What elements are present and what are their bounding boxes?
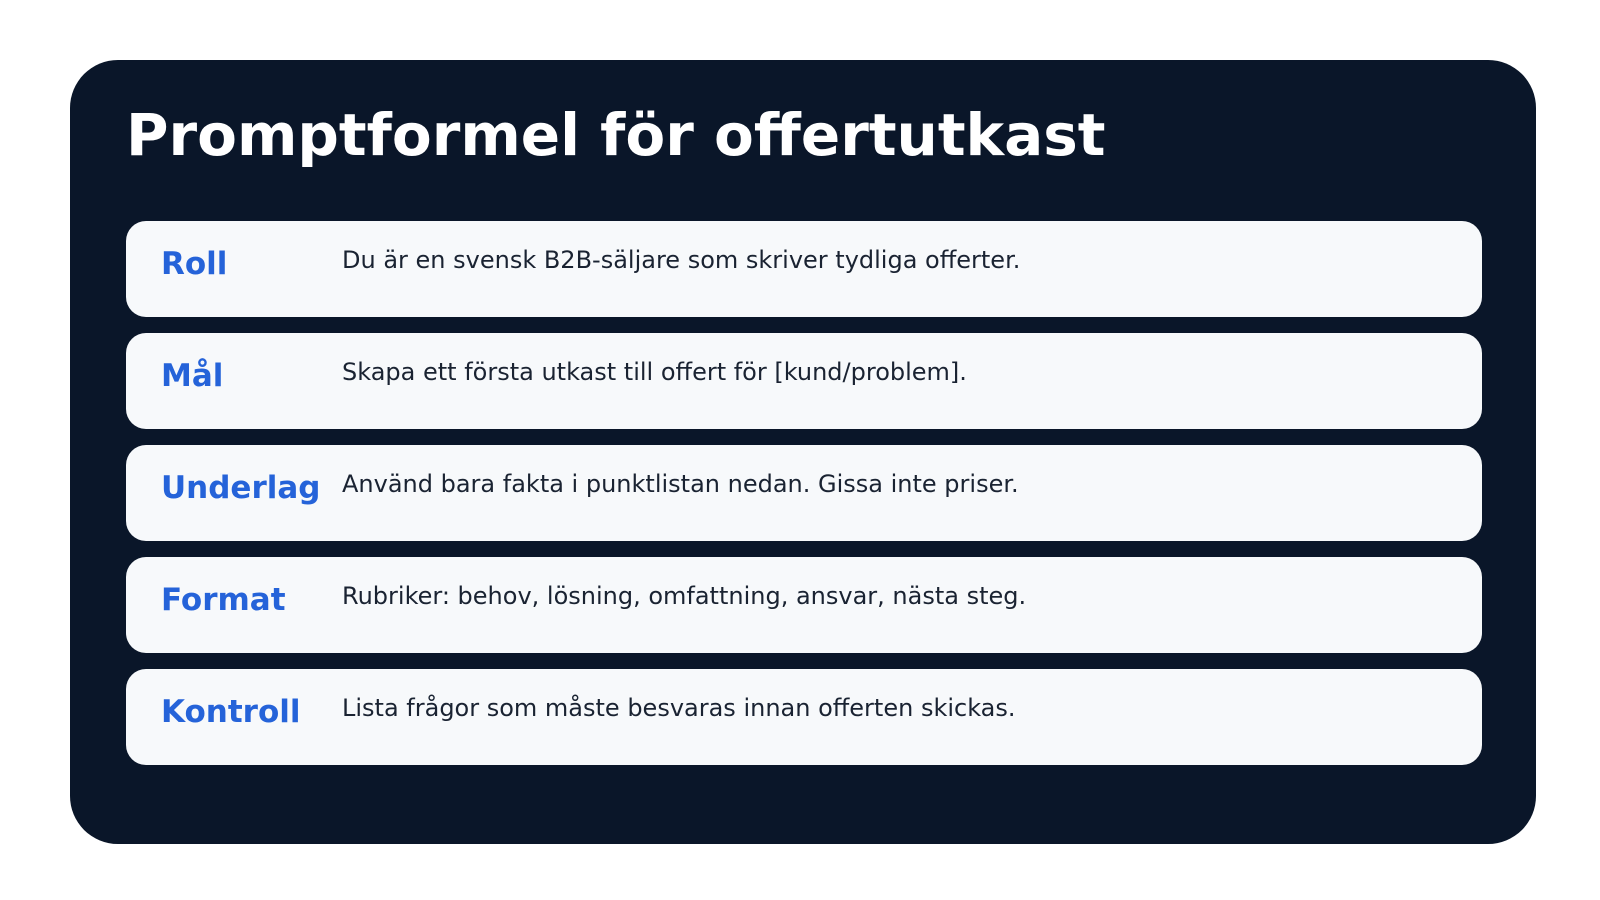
formula-row-roll: [126, 221, 1482, 317]
row-text: Rubriker: behov, lösning, omfattning, ansvar, nästa steg.: [342, 582, 1027, 610]
formula-row-mal: [126, 333, 1482, 429]
row-label: Kontroll: [161, 694, 301, 730]
row-text: Skapa ett första utkast till offert för [kund/problem].: [342, 358, 967, 386]
row-text: Du är en svensk B2B-säljare som skriver tydliga offerter.: [342, 246, 1021, 274]
row-text: Lista frågor som måste besvaras innan offerten skickas.: [342, 694, 1016, 722]
row-label: Roll: [161, 246, 228, 282]
formula-row-kontroll: [126, 669, 1482, 765]
row-text: Använd bara fakta i punktlistan nedan. Gissa inte priser.: [342, 470, 1019, 498]
row-label: Format: [161, 582, 286, 618]
row-label: Mål: [161, 358, 224, 394]
formula-row-underlag: [126, 445, 1482, 541]
prompt-formula-card: [70, 60, 1536, 844]
formula-rows: [126, 221, 1482, 781]
row-label: Underlag: [161, 470, 321, 506]
formula-row-format: [126, 557, 1482, 653]
page-title: Promptformel för offertutkast: [126, 101, 1106, 169]
